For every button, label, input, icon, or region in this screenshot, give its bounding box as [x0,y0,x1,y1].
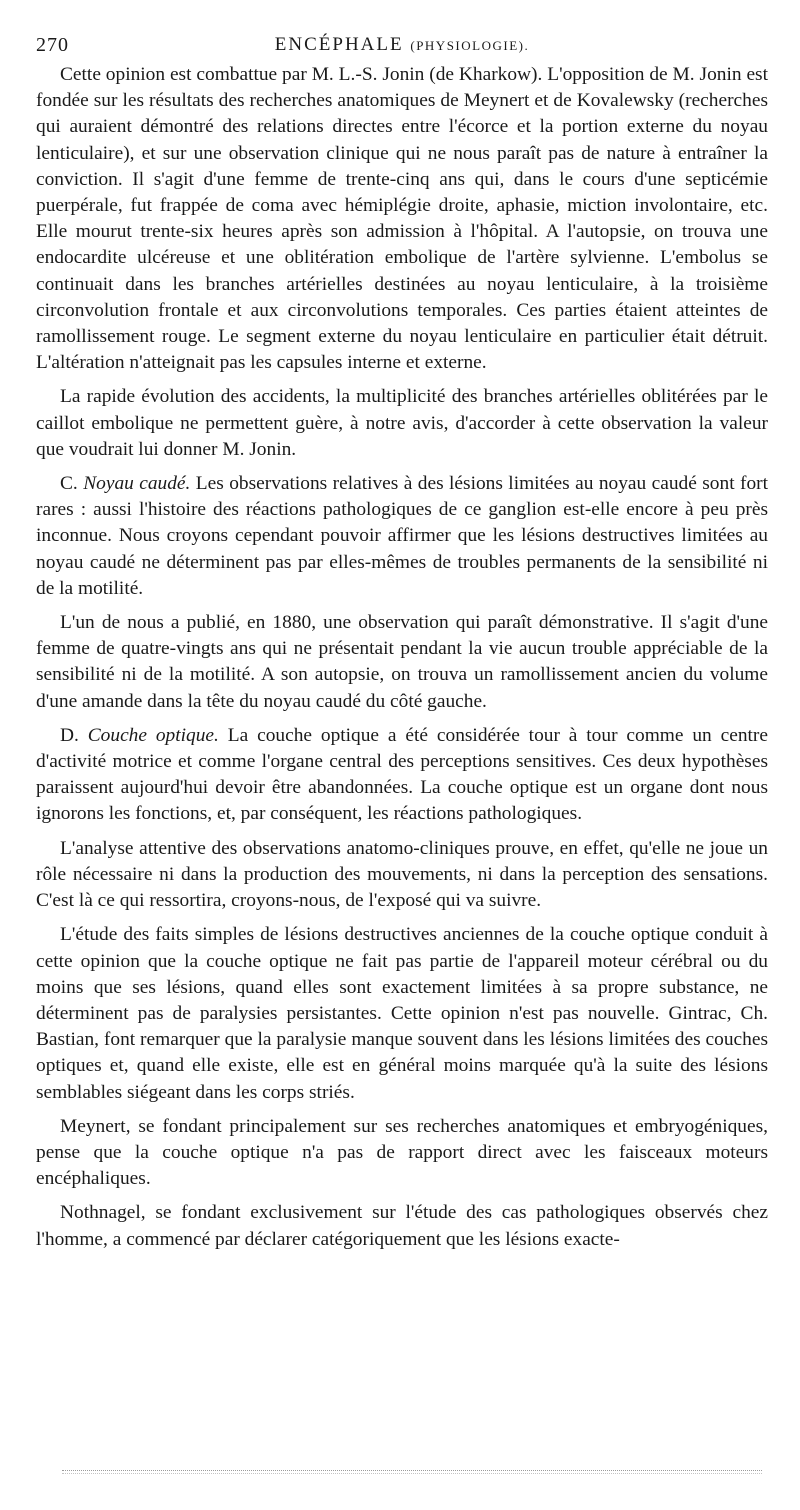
paragraph [36,610,768,723]
book-page [36,30,768,1261]
running-head [36,30,768,60]
paragraph [36,922,768,1113]
paragraph-section-c [36,471,768,610]
paragraph-text: L'analyse attentive des observations anatomo-cliniques prouve, en effet, qu'elle ne joue un rôle nécessaire ni dans la production des mouvements, ni dans la perception des sensations. C'est là ce qui ressortira, croyons-nous, de l'exposé qui va suivre. [36,837,768,912]
paragraph-text: L'étude des faits simples de lésions destructives anciennes de la couche optique conduit à cette opinion que la couche optique ne fait pas partie de l'appareil moteur cérébral ou du moins que ses lésions, quand elles sont exactement limitées à sa propre substance, ne déterminent pas de paralysies persistantes. Cette opinion n'est pas nouvelle. Gintrac, Ch. Bastian, font remarquer que la paralysie manque souvent dans les lésions limitées des couches optiques et, quand elle existe, elle est en général moins marquée qu'à la suite des lésions semblables siégeant dans les corps striés. [36,924,768,1103]
paragraph-section-d [36,723,768,836]
body-text [36,62,768,1261]
paragraph [36,62,768,384]
running-title-subtitle: (PHYSIOLOGIE). [410,38,530,53]
paragraph [36,1114,768,1201]
paragraph-text: Nothnagel, se fondant exclusivement sur l'étude des cas pathologiques observés chez l'homme, a commencé par déclarer catégoriquement que les lésions exacte- [36,1202,768,1250]
section-heading: Noyau caudé. [83,473,191,495]
paragraph-text: La couche optique a été considérée tour à tour comme un centre d'activité motrice et comme l'organe central des perceptions sensitives. Ces deux hypothèses paraissent aujourd'hui devoir être abandonnées. La couche optique est un organe dont nous ignorons les fonctions, et, par conséquent, les réactions pathologiques. [36,724,768,825]
paragraph-text: Les observations relatives à des lésions limitées au noyau caudé sont fort rares : aussi l'histoire des réactions pathologiques de ce ganglion est-elle encore à peu près inconnue. Nous croyons cependant pouvoir affirmer que les lésions destructives limitées au noyau caudé ne déterminent pas par elles-mêmes de troubles permanents de la sensibilité ni de la motilité. [36,473,768,599]
paragraph [36,1200,768,1260]
section-label: C. [60,473,78,495]
paragraph-text: Cette opinion est combattue par M. L.-S. Jonin (de Kharkow). L'opposition de M. Jonin est fondée sur les résultats des recherches anatomiques de Meynert et de Kovalewsky (recherches qui auraient démontré des relations directes entre l'écorce et la portion externe du noyau lenticulaire), et sur une observation clinique qui ne nous paraît pas de nature à entraîner la conviction. Il s'agit d'une femme de trente-cinq ans qui, dans le cours d'une septicémie puerpérale, fut frappée de coma avec hémiplégie droite, aphasie, miction involontaire, etc. Elle mourut trente-six heures après son admission à l'hôpital. A l'autopsie, on trouva une endocardite ulcéreuse et une oblitération embolique de l'artère sylvienne. L'embolus se continuait dans les branches artérielles destinées au noyau lenticulaire, à la troisième circonvolution frontale et aux circonvolutions temporales. Ces parties étaient atteintes de ramollissement rouge. Le segment externe du noyau lenticulaire en particulier était détruit. L'altération n'atteignait pas les capsules interne et externe. [36,64,768,374]
running-title [36,34,768,56]
paragraph-text: L'un de nous a publié, en 1880, une observation qui paraît démonstrative. Il s'agit d'une femme de quatre-vingts ans qui ne présentait pendant la vie aucun trouble appréciable de la sensibilité ni de la motilité. A son autopsie, on trouva un ramollissement ancien du volume d'une amande dans la tête du noyau caudé du côté gauche. [36,612,768,712]
section-label: D. [60,724,79,746]
section-heading: Couche optique. [87,724,219,746]
paragraph-text: Meynert, se fondant principalement sur ses recherches anatomiques et embryogéniques, pense que la couche optique n'a pas de rapport direct avec les faisceaux moteurs encéphaliques. [36,1115,768,1190]
paragraph [36,384,768,471]
paragraph [36,836,768,923]
paragraph-text: La rapide évolution des accidents, la multiplicité des branches artérielles oblitérées par le caillot embolique ne permettent guère, à notre avis, d'accorder à cette observation la valeur que voudrait lui donner M. Jonin. [36,386,768,460]
footer-dotted-rule-faint [62,1473,762,1474]
page-number: 270 [36,34,69,56]
running-title-main: ENCÉPHALE [274,34,404,55]
footer-dotted-rule [62,1470,762,1471]
